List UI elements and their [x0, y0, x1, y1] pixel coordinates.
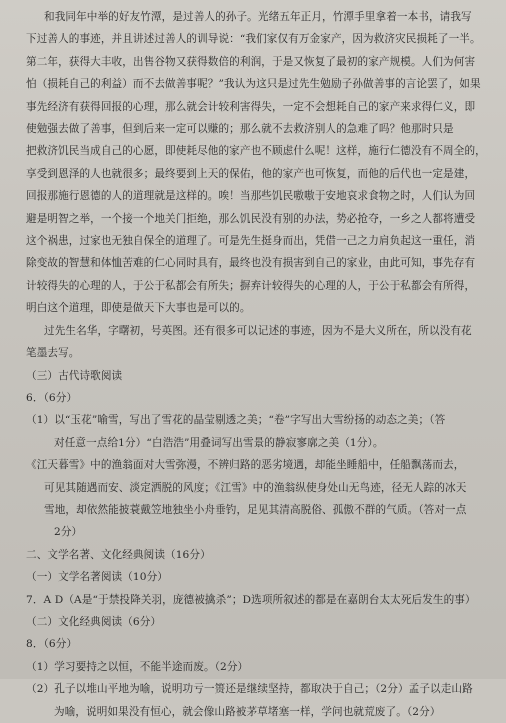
- text-line: 除变故的智慧和体恤苦难的仁心同时具有，最终也没有损害到自己的家业，由此可知，事先存有: [26, 257, 476, 270]
- text-line: 二、文学名著、文化经典阅读（16分）: [26, 548, 211, 561]
- text-line: （1）学习要持之以恒，不能半途而废。（2分）: [26, 660, 249, 673]
- text-line: 8．（6分）: [26, 638, 78, 651]
- text-line: 怕（损耗自己的利益）而不去做善事呢？”我认为这只是过先生勉励子孙做善事的言论罢了，如果: [26, 78, 481, 91]
- text-line: 2分）: [54, 526, 83, 539]
- text-line: 可见其随遇而安、淡定洒脱的风度；《江雪》中的渔翁纵使身处山无鸟迹，径无人踪的冰天: [44, 481, 467, 494]
- text-line: 这个祸患，过家也无独自保全的道理了。可是先生挺身而出，凭借一己之力肩负起这一重任，消: [26, 235, 476, 248]
- text-line: （2）孔子以堆山平地为喻，说明功亏一篑还是继续坚持，都取决于自己；（2分）孟子以走山路: [26, 683, 473, 696]
- text-body: [26, 6, 492, 723]
- text-line: 过先生名华，字曙初，号英图。还有很多可以记述的事迹，因为不是大义所在，所以没有花: [44, 324, 472, 337]
- text-line: 笔墨去写。: [26, 347, 80, 360]
- text-line: 使勉强去做了善事，但到后来一定可以赚的；那么就不去救济别人的急难了吗？他那时只是: [26, 123, 454, 136]
- text-line: 事先经济有获得回报的心理，那么就会计较利害得失，一定不会想耗自己的家产来求得仁义，即: [26, 100, 476, 113]
- text-line: 明白这个道理，即使是做天下大事也是可以的。: [26, 302, 251, 315]
- text-line: （三）古代诗歌阅读: [26, 369, 123, 382]
- text-line: 下过善人的事迹，并且讲述过善人的训导说：“我们家仅有万金家产，因为救济灾民损耗了一半。: [26, 33, 481, 46]
- text-line: 和我同年中举的好友竹潭，是过善人的孙子。光绪五年正月，竹潭手里拿着一本书，请我写: [44, 11, 472, 23]
- text-line: 避是明智之举，一个接一个地关门拒绝，那么饥民没有别的办法，势必抢夺，一乡之人都将遭受: [26, 212, 476, 225]
- text-line: 《江天暮雪》中的渔翁面对大雪弥漫，不辨归路的恶劣境遇，却能坐睡船中，任船飘荡而去，: [26, 459, 465, 472]
- text-line: 享受到恩泽的人也就很多；最终要到上天的保佑，他的家产也可恢复，而他的后代也一定是建，: [26, 167, 476, 180]
- text-line: 把救济饥民当成自己的心愿，即使耗尽他的家产也不顾虑什么呢！这样，施行仁德没有不周全的，: [26, 145, 486, 158]
- text-line: 第二年，获得大丰收，出售谷物又获得数倍的利润，于是又恢复了最初的家产规模。人们为何害: [26, 55, 476, 68]
- text-line: 回报那施行恩德的人的道理就是这样的。唉！当那些饥民嗷嗷于安地哀求食物之时，人们认为回: [26, 190, 476, 203]
- text-line: （一）文学名著阅读（10分）: [26, 571, 169, 584]
- text-line: 7．A D（A是“于禁投降关羽，庞德被擒杀”；D选项所叙述的都是在嘉朗台太太死后发生的事）: [26, 593, 476, 606]
- text-line: 为喻，说明如果没有恒心，就会像山路被茅草堵塞一样，学问也就荒废了。（2分）: [54, 705, 441, 718]
- text-line: 雪地，却依然能披蓑戴笠地独坐小舟垂钓，足见其清高脱俗、孤傲不群的气质。（答对一点: [44, 503, 467, 516]
- text-line: （1）以“玉花”喻雪，写出了雪花的晶莹剔透之美；“卷”字写出大雪纷扬的动态之美；（答: [26, 414, 446, 427]
- text-line: （二）文化经典阅读（6分）: [26, 615, 162, 628]
- text-line: 6．（6分）: [26, 391, 78, 404]
- text-line: 对任意一点给1分）“白浩浩”用叠词写出雪景的静寂寥廓之美（1分）。: [54, 436, 384, 449]
- text-line: 计较得失的心理的人，于公于私都会有所失；摒弃计较得失的心理的人，于公于私都会有所得，: [26, 279, 476, 292]
